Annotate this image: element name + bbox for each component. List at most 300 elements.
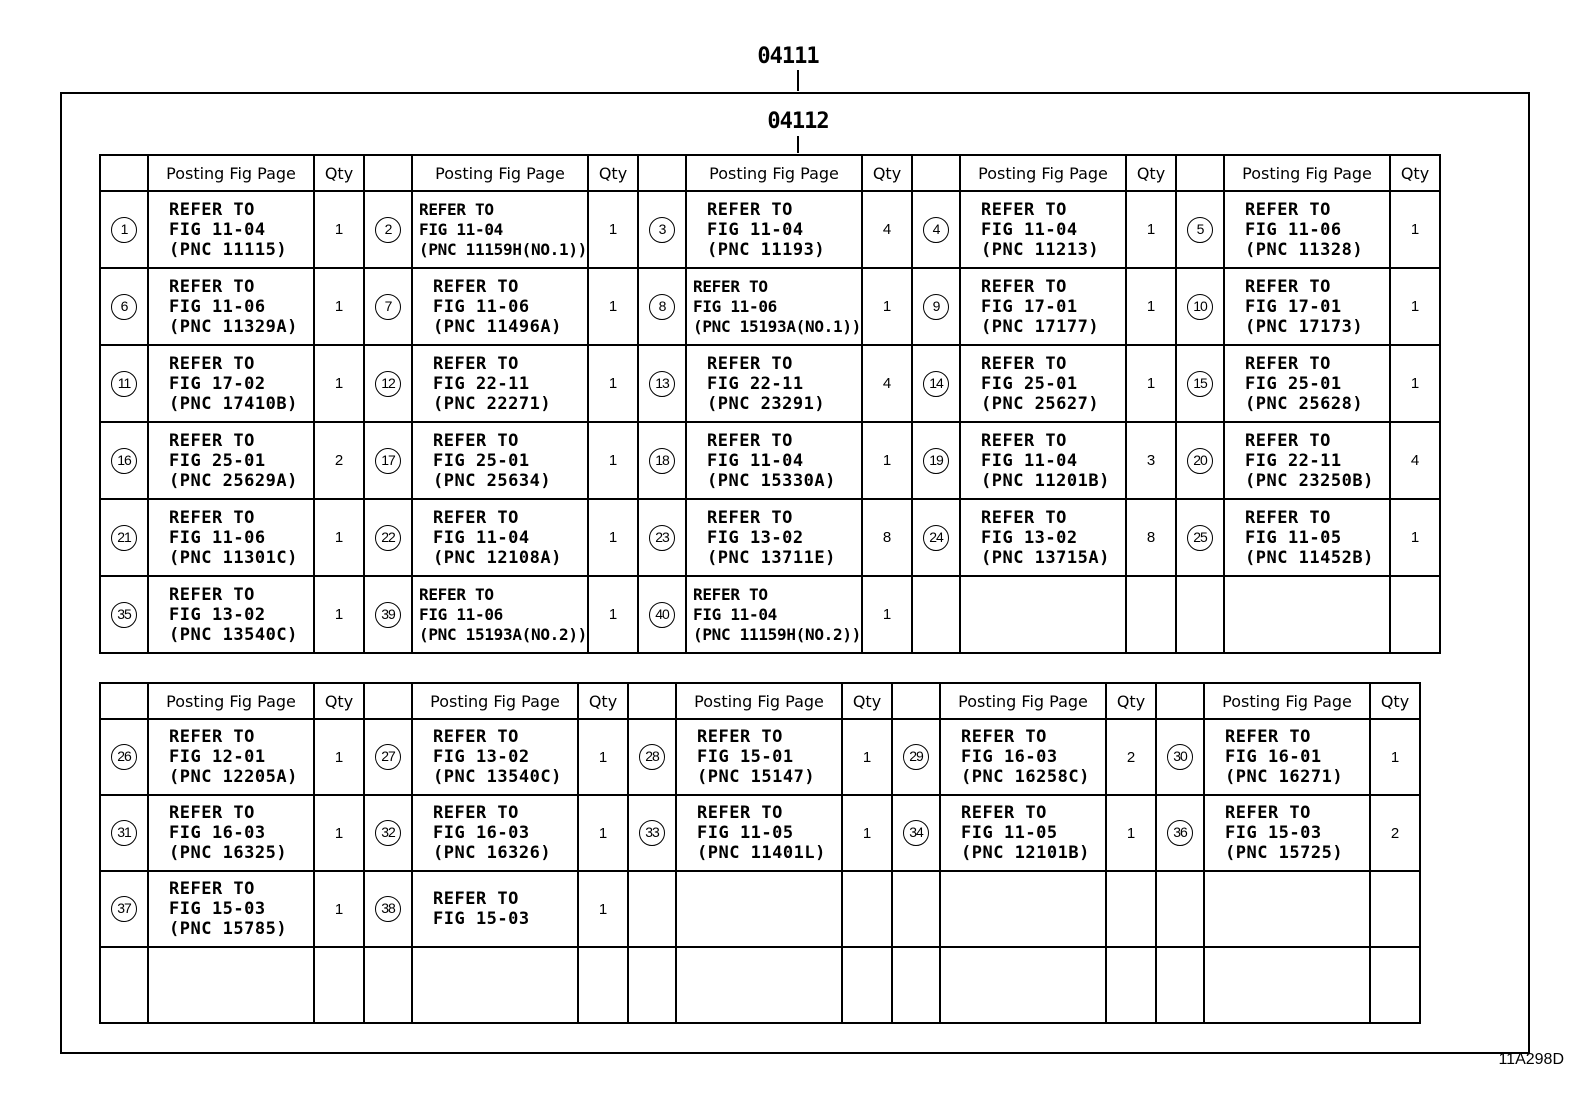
- callout-number-cell: [1156, 871, 1204, 947]
- reference-pnc: (PNC 16271): [1225, 767, 1344, 787]
- qty-cell: 8: [1126, 499, 1176, 576]
- reference-pnc: (PNC 12101B): [961, 843, 1090, 863]
- reference-refer: REFER TO: [433, 803, 519, 823]
- reference-fig: FIG 13-02: [707, 527, 804, 548]
- header-posting-fig-page: Posting Fig Page: [412, 155, 588, 191]
- qty-cell: 1: [1106, 795, 1156, 871]
- reference-refer: REFER TO: [433, 727, 519, 747]
- reference-pnc: (PNC 11159H(NO.2)): [693, 624, 861, 644]
- callout-number-cell: [628, 947, 676, 1023]
- callout-number-cell: [100, 719, 148, 795]
- qty-cell: [842, 947, 892, 1023]
- callout-number-cell: [638, 576, 686, 653]
- callout-number-cell: [1176, 191, 1224, 268]
- reference-fig: FIG 25-01: [1245, 373, 1342, 394]
- reference-refer: REFER TO: [169, 276, 255, 297]
- posting-fig-cell: [940, 719, 1106, 795]
- reference-pnc: (PNC 11452B): [1245, 547, 1374, 568]
- reference-fig: FIG 13-02: [433, 747, 530, 767]
- posting-fig-cell: [1204, 719, 1370, 795]
- qty-cell: 4: [1390, 422, 1440, 499]
- reference-fig: FIG 16-03: [169, 823, 266, 843]
- callout-number: 4: [923, 217, 949, 243]
- callout-number: 18: [649, 448, 675, 474]
- qty-cell: 1: [862, 576, 912, 653]
- callout-number-cell: [912, 191, 960, 268]
- reference-refer: REFER TO: [1245, 430, 1331, 451]
- callout-number: 32: [375, 820, 401, 846]
- qty-cell: 1: [314, 345, 364, 422]
- qty-cell: 1: [588, 191, 638, 268]
- callout-number-cell: [1156, 795, 1204, 871]
- posting-fig-cell: [148, 871, 314, 947]
- posting-fig-cell: [148, 499, 314, 576]
- callout-number: 12: [375, 371, 401, 397]
- callout-number-cell: [364, 719, 412, 795]
- header-posting-fig-page: Posting Fig Page: [412, 683, 578, 719]
- header-qty: Qty: [1370, 683, 1420, 719]
- callout-number: 35: [111, 602, 137, 628]
- posting-fig-cell: [686, 422, 862, 499]
- reference-fig: FIG 11-06: [693, 296, 777, 316]
- reference-refer: REFER TO: [1245, 353, 1331, 374]
- table-row: [100, 422, 1440, 499]
- reference-pnc: (PNC 16326): [433, 843, 552, 863]
- callout-number-cell: [100, 268, 148, 345]
- qty-cell: [1390, 576, 1440, 653]
- callout-number: 1: [111, 217, 137, 243]
- reference-pnc: (PNC 25634): [433, 470, 552, 491]
- reference-refer: REFER TO: [961, 727, 1047, 747]
- reference-refer: REFER TO: [1245, 199, 1331, 220]
- header-number: [892, 683, 940, 719]
- header-posting-fig-page: Posting Fig Page: [1224, 155, 1390, 191]
- callout-number: 25: [1187, 525, 1213, 551]
- callout-number: 26: [111, 744, 137, 770]
- qty-cell: [1370, 871, 1420, 947]
- posting-fig-cell: [412, 191, 588, 268]
- qty-cell: [842, 871, 892, 947]
- posting-fig-cell: [412, 576, 588, 653]
- qty-cell: 1: [314, 499, 364, 576]
- reference-fig: FIG 11-04: [707, 219, 804, 240]
- reference-refer: REFER TO: [169, 353, 255, 374]
- reference-pnc: (PNC 13715A): [981, 547, 1110, 568]
- posting-fig-cell: [148, 795, 314, 871]
- outer-leader-line: [797, 70, 799, 91]
- callout-number-cell: [892, 719, 940, 795]
- reference-fig: FIG 25-01: [169, 450, 266, 471]
- callout-number-cell: [638, 268, 686, 345]
- reference-pnc: (PNC 23250B): [1245, 470, 1374, 491]
- posting-fig-cell: [686, 268, 862, 345]
- header-qty: Qty: [842, 683, 892, 719]
- reference-fig: FIG 11-05: [697, 823, 794, 843]
- header-number: [364, 683, 412, 719]
- header-posting-fig-page: Posting Fig Page: [148, 155, 314, 191]
- header-posting-fig-page: Posting Fig Page: [148, 683, 314, 719]
- callout-number-cell: [912, 345, 960, 422]
- posting-fig-cell: [686, 576, 862, 653]
- reference-refer: REFER TO: [169, 727, 255, 747]
- qty-cell: 1: [314, 795, 364, 871]
- reference-fig: FIG 11-04: [981, 450, 1078, 471]
- reference-refer: REFER TO: [433, 276, 519, 297]
- header-number: [1176, 155, 1224, 191]
- callout-number-cell: [628, 719, 676, 795]
- callout-number: 19: [923, 448, 949, 474]
- qty-cell: 1: [314, 576, 364, 653]
- callout-number-cell: [100, 576, 148, 653]
- callout-number: 27: [375, 744, 401, 770]
- callout-number: 14: [923, 371, 949, 397]
- callout-number: 22: [375, 525, 401, 551]
- inner-leader-line: [797, 136, 799, 153]
- reference-fig: FIG 11-06: [1245, 219, 1342, 240]
- callout-number-cell: [364, 268, 412, 345]
- reference-refer: REFER TO: [1245, 507, 1331, 528]
- posting-fig-cell: [1224, 576, 1390, 653]
- callout-number: 17: [375, 448, 401, 474]
- reference-refer: REFER TO: [981, 353, 1067, 374]
- callout-number-cell: [1176, 576, 1224, 653]
- reference-fig: FIG 11-05: [1245, 527, 1342, 548]
- qty-cell: 3: [1126, 422, 1176, 499]
- posting-fig-cell: [148, 191, 314, 268]
- reference-fig: FIG 11-04: [693, 604, 777, 624]
- posting-fig-cell: [960, 422, 1126, 499]
- reference-fig: FIG 15-03: [433, 909, 530, 929]
- header-qty: Qty: [1106, 683, 1156, 719]
- callout-number-cell: [364, 422, 412, 499]
- reference-refer: REFER TO: [169, 507, 255, 528]
- reference-refer: REFER TO: [169, 430, 255, 451]
- reference-refer: REFER TO: [697, 803, 783, 823]
- posting-fig-cell: [960, 576, 1126, 653]
- reference-pnc: (PNC 25627): [981, 393, 1100, 414]
- qty-cell: 1: [1126, 345, 1176, 422]
- reference-pnc: (PNC 15725): [1225, 843, 1344, 863]
- reference-fig: FIG 11-04: [169, 219, 266, 240]
- reference-refer: REFER TO: [693, 276, 768, 296]
- callout-number: 31: [111, 820, 137, 846]
- table-row: [100, 719, 1420, 795]
- reference-refer: REFER TO: [697, 727, 783, 747]
- reference-fig: FIG 17-01: [1245, 296, 1342, 317]
- callout-number: 2: [375, 217, 401, 243]
- callout-number: 21: [111, 525, 137, 551]
- callout-number-cell: [638, 345, 686, 422]
- posting-fig-cell: [1224, 422, 1390, 499]
- reference-pnc: (PNC 11401L): [697, 843, 826, 863]
- reference-refer: REFER TO: [433, 430, 519, 451]
- callout-number-cell: [100, 871, 148, 947]
- reference-refer: REFER TO: [707, 353, 793, 374]
- callout-number-cell: [638, 422, 686, 499]
- reference-pnc: (PNC 11115): [169, 239, 288, 260]
- callout-number: 7: [375, 294, 401, 320]
- callout-number-cell: [100, 345, 148, 422]
- callout-number: 11: [111, 371, 137, 397]
- reference-fig: FIG 11-06: [433, 296, 530, 317]
- qty-cell: 1: [1390, 345, 1440, 422]
- qty-cell: 8: [862, 499, 912, 576]
- qty-cell: 1: [578, 871, 628, 947]
- callout-number-cell: [364, 576, 412, 653]
- callout-number: 3: [649, 217, 675, 243]
- callout-number-cell: [1176, 499, 1224, 576]
- reference-pnc: (PNC 17177): [981, 316, 1100, 337]
- reference-refer: REFER TO: [433, 889, 519, 909]
- callout-number-cell: [892, 947, 940, 1023]
- reference-fig: FIG 25-01: [981, 373, 1078, 394]
- reference-fig: FIG 11-04: [707, 450, 804, 471]
- figure-code: 11A298D: [1498, 1051, 1564, 1068]
- reference-fig: FIG 15-01: [697, 747, 794, 767]
- posting-fig-cell: [412, 499, 588, 576]
- callout-number: 5: [1187, 217, 1213, 243]
- header-posting-fig-page: Posting Fig Page: [676, 683, 842, 719]
- callout-number: 15: [1187, 371, 1213, 397]
- posting-fig-cell: [676, 719, 842, 795]
- callout-number-cell: [912, 576, 960, 653]
- qty-cell: 2: [1370, 795, 1420, 871]
- callout-number-cell: [912, 422, 960, 499]
- callout-number-cell: [892, 795, 940, 871]
- reference-refer: REFER TO: [707, 430, 793, 451]
- reference-pnc: (PNC 11213): [981, 239, 1100, 260]
- reference-refer: REFER TO: [981, 276, 1067, 297]
- posting-fig-cell: [1204, 871, 1370, 947]
- posting-fig-cell: [686, 191, 862, 268]
- callout-number: 30: [1167, 744, 1193, 770]
- posting-fig-cell: [412, 345, 588, 422]
- qty-cell: 1: [588, 499, 638, 576]
- reference-pnc: (PNC 11328): [1245, 239, 1364, 260]
- outer-assembly-code: 04111: [757, 44, 819, 69]
- callout-number: 36: [1167, 820, 1193, 846]
- callout-number-cell: [912, 268, 960, 345]
- inner-assembly-code: 04112: [767, 109, 829, 134]
- table-row: [100, 947, 1420, 1023]
- qty-cell: 1: [842, 795, 892, 871]
- reference-refer: REFER TO: [693, 584, 768, 604]
- reference-pnc: (PNC 13711E): [707, 547, 836, 568]
- reference-refer: REFER TO: [433, 353, 519, 374]
- reference-fig: FIG 25-01: [433, 450, 530, 471]
- qty-cell: 1: [588, 576, 638, 653]
- reference-refer: REFER TO: [419, 199, 494, 219]
- qty-cell: [1106, 947, 1156, 1023]
- reference-fig: FIG 16-03: [433, 823, 530, 843]
- callout-number-cell: [364, 871, 412, 947]
- posting-fig-cell: [148, 345, 314, 422]
- callout-number: 10: [1187, 294, 1213, 320]
- table-header-row: [100, 155, 1440, 191]
- qty-cell: [1106, 871, 1156, 947]
- reference-fig: FIG 11-06: [169, 527, 266, 548]
- reference-pnc: (PNC 12108A): [433, 547, 562, 568]
- callout-number-cell: [364, 191, 412, 268]
- table-row: [100, 576, 1440, 653]
- posting-fig-cell: [148, 947, 314, 1023]
- posting-fig-cell: [1204, 947, 1370, 1023]
- header-qty: Qty: [314, 155, 364, 191]
- reference-pnc: (PNC 15147): [697, 767, 816, 787]
- qty-cell: 4: [862, 191, 912, 268]
- posting-fig-cell: [412, 422, 588, 499]
- qty-cell: [1126, 576, 1176, 653]
- qty-cell: 1: [1390, 268, 1440, 345]
- reference-pnc: (PNC 11301C): [169, 547, 298, 568]
- table-row: [100, 268, 1440, 345]
- posting-fig-cell: [940, 947, 1106, 1023]
- reference-pnc: (PNC 13540C): [169, 624, 298, 645]
- header-number: [912, 155, 960, 191]
- posting-fig-cell: [1224, 499, 1390, 576]
- reference-fig: FIG 16-01: [1225, 747, 1322, 767]
- reference-fig: FIG 17-02: [169, 373, 266, 394]
- reference-fig: FIG 11-05: [961, 823, 1058, 843]
- posting-fig-cell: [676, 795, 842, 871]
- callout-number-cell: [1176, 268, 1224, 345]
- qty-cell: 1: [578, 719, 628, 795]
- callout-number-cell: [1176, 422, 1224, 499]
- callout-number: 29: [903, 744, 929, 770]
- callout-number-cell: [912, 499, 960, 576]
- callout-number-cell: [1156, 947, 1204, 1023]
- reference-refer: REFER TO: [433, 507, 519, 528]
- callout-number: 24: [923, 525, 949, 551]
- reference-refer: REFER TO: [419, 584, 494, 604]
- posting-fig-cell: [412, 871, 578, 947]
- header-number: [638, 155, 686, 191]
- callout-number-cell: [892, 871, 940, 947]
- table-row: [100, 871, 1420, 947]
- table-row: [100, 191, 1440, 268]
- callout-number-cell: [364, 795, 412, 871]
- header-qty: Qty: [578, 683, 628, 719]
- callout-number: 39: [375, 602, 401, 628]
- callout-number-cell: [100, 795, 148, 871]
- reference-pnc: (PNC 17410B): [169, 393, 298, 414]
- qty-cell: [314, 947, 364, 1023]
- reference-refer: REFER TO: [1245, 276, 1331, 297]
- posting-fig-cell: [148, 268, 314, 345]
- reference-fig: FIG 15-03: [169, 899, 266, 919]
- qty-cell: [1370, 947, 1420, 1023]
- posting-fig-cell: [940, 871, 1106, 947]
- qty-cell: 1: [1390, 499, 1440, 576]
- callout-number: 20: [1187, 448, 1213, 474]
- reference-fig: FIG 15-03: [1225, 823, 1322, 843]
- qty-cell: 1: [1370, 719, 1420, 795]
- reference-pnc: (PNC 23291): [707, 393, 826, 414]
- reference-fig: FIG 11-04: [419, 219, 503, 239]
- reference-refer: REFER TO: [981, 507, 1067, 528]
- qty-cell: 4: [862, 345, 912, 422]
- reference-refer: REFER TO: [981, 199, 1067, 220]
- reference-pnc: (PNC 17173): [1245, 316, 1364, 337]
- callout-number: 40: [649, 602, 675, 628]
- reference-refer: REFER TO: [1225, 803, 1311, 823]
- reference-refer: REFER TO: [169, 879, 255, 899]
- parts-table-bottom: [99, 682, 1421, 1024]
- qty-cell: 1: [314, 719, 364, 795]
- reference-refer: REFER TO: [1225, 727, 1311, 747]
- reference-pnc: (PNC 25628): [1245, 393, 1364, 414]
- reference-pnc: (PNC 15193A(NO.1)): [693, 316, 861, 336]
- callout-number: 9: [923, 294, 949, 320]
- reference-pnc: (PNC 15193A(NO.2)): [419, 624, 587, 644]
- posting-fig-cell: [960, 268, 1126, 345]
- qty-cell: 1: [314, 871, 364, 947]
- parts-table-top: [99, 154, 1441, 654]
- header-posting-fig-page: Posting Fig Page: [686, 155, 862, 191]
- reference-refer: REFER TO: [707, 507, 793, 528]
- qty-cell: 1: [578, 795, 628, 871]
- posting-fig-cell: [412, 795, 578, 871]
- callout-number: 37: [111, 896, 137, 922]
- reference-fig: FIG 11-06: [169, 296, 266, 317]
- posting-fig-cell: [1224, 268, 1390, 345]
- reference-refer: REFER TO: [169, 199, 255, 220]
- posting-fig-cell: [686, 499, 862, 576]
- table-row: [100, 345, 1440, 422]
- reference-pnc: (PNC 12205A): [169, 767, 298, 787]
- header-number: [100, 155, 148, 191]
- posting-fig-cell: [676, 947, 842, 1023]
- posting-fig-cell: [148, 576, 314, 653]
- qty-cell: 1: [1126, 191, 1176, 268]
- posting-fig-cell: [412, 719, 578, 795]
- qty-cell: 1: [314, 191, 364, 268]
- qty-cell: 1: [588, 422, 638, 499]
- callout-number: 38: [375, 896, 401, 922]
- table-row: [100, 499, 1440, 576]
- callout-number: 34: [903, 820, 929, 846]
- posting-fig-cell: [686, 345, 862, 422]
- reference-fig: FIG 11-04: [433, 527, 530, 548]
- callout-number: 33: [639, 820, 665, 846]
- callout-number-cell: [364, 499, 412, 576]
- table-header-row: [100, 683, 1420, 719]
- reference-pnc: (PNC 22271): [433, 393, 552, 414]
- callout-number-cell: [100, 499, 148, 576]
- reference-fig: FIG 13-02: [981, 527, 1078, 548]
- qty-cell: [578, 947, 628, 1023]
- reference-fig: FIG 16-03: [961, 747, 1058, 767]
- qty-cell: 1: [862, 268, 912, 345]
- qty-cell: 2: [314, 422, 364, 499]
- header-number: [364, 155, 412, 191]
- reference-pnc: (PNC 16258C): [961, 767, 1090, 787]
- header-qty: Qty: [1126, 155, 1176, 191]
- callout-number: 28: [639, 744, 665, 770]
- header-qty: Qty: [314, 683, 364, 719]
- reference-pnc: (PNC 11159H(NO.1)): [419, 239, 587, 259]
- reference-fig: FIG 22-11: [707, 373, 804, 394]
- callout-number: 13: [649, 371, 675, 397]
- callout-number: 16: [111, 448, 137, 474]
- callout-number-cell: [628, 871, 676, 947]
- qty-cell: 1: [1126, 268, 1176, 345]
- reference-pnc: (PNC 11193): [707, 239, 826, 260]
- header-qty: Qty: [1390, 155, 1440, 191]
- header-posting-fig-page: Posting Fig Page: [1204, 683, 1370, 719]
- callout-number-cell: [100, 191, 148, 268]
- header-posting-fig-page: Posting Fig Page: [960, 155, 1126, 191]
